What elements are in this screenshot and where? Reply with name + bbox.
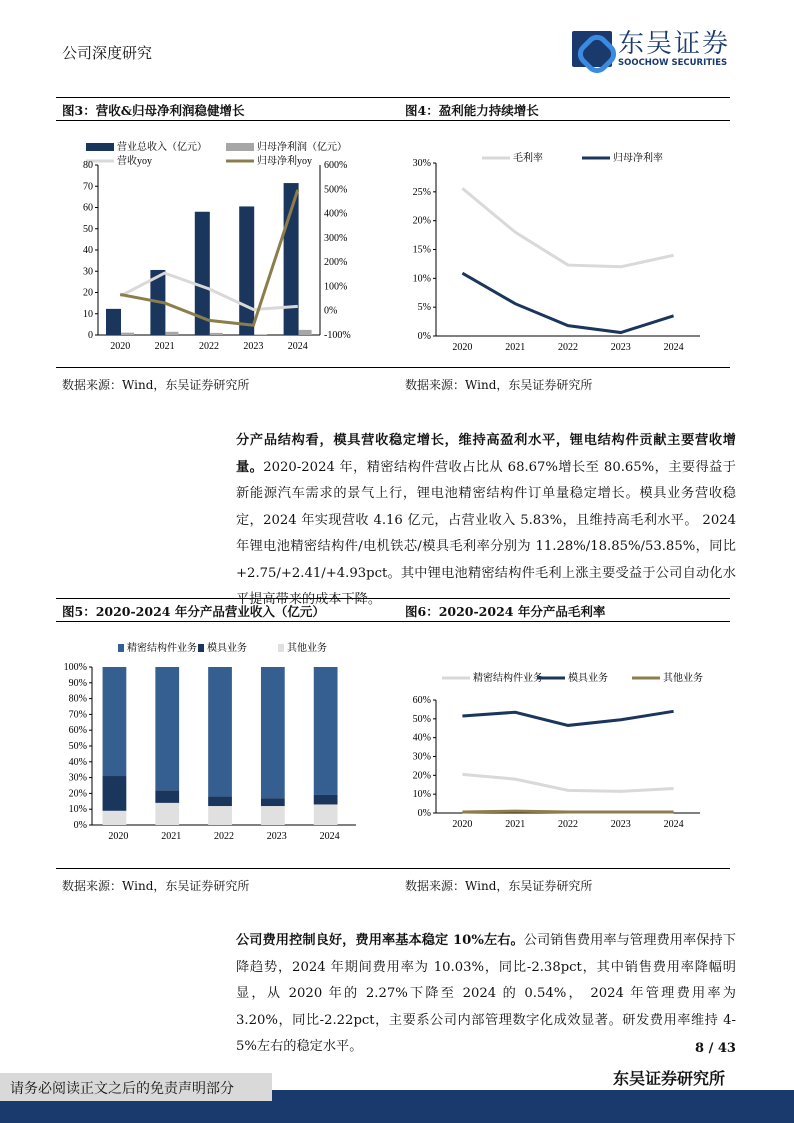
stack-segment-模具业务	[314, 795, 338, 804]
fig3-source: 数据来源：Wind，东吴证券研究所	[62, 378, 250, 392]
divider	[56, 120, 730, 121]
disclaimer-banner: 请务必阅读正文之后的免责声明部分	[0, 1073, 272, 1101]
y-tick-label: 90%	[68, 677, 87, 689]
footer-band	[272, 1090, 794, 1101]
y-tick-label: 20%	[412, 215, 431, 227]
y-tick-label: 30%	[68, 772, 87, 784]
x-tick-label: 2022	[558, 819, 578, 830]
stack-segment-其他业务	[208, 806, 232, 825]
company-logo	[572, 30, 730, 68]
series-line-其他业务	[462, 811, 673, 812]
y-tick-label: 20%	[68, 788, 87, 800]
y-tick-label: 10%	[412, 789, 431, 801]
fig6-source: 数据来源：Wind，东吴证券研究所	[405, 879, 593, 893]
y2-tick-label: 500%	[324, 184, 348, 196]
x-tick-label: 2023	[243, 341, 264, 352]
y-tick-label: 50	[83, 223, 93, 235]
y-tick-label: 70%	[68, 709, 87, 721]
y-tick-label: 80%	[68, 693, 87, 705]
para1-lead: 分产品结构看，模具营收稳定增长，维持高盈利水平，锂电结构件贡献主要营收增量。	[236, 433, 736, 475]
y2-tick-label: -100%	[324, 330, 351, 341]
legend-label: 营收yoy	[117, 156, 152, 167]
y-tick-label: 0%	[73, 820, 87, 831]
fig5-source: 数据来源：Wind，东吴证券研究所	[62, 879, 250, 893]
y-tick-label: 40%	[68, 756, 87, 768]
bar-revenue	[106, 309, 121, 335]
y-tick-label: 10%	[68, 804, 87, 816]
stack-segment-精密结构件业务	[261, 667, 285, 798]
para2-lead: 公司费用控制良好，费用率基本稳定 10%左右。	[236, 933, 524, 948]
y-tick-label: 30%	[412, 158, 431, 169]
legend-swatch	[226, 143, 254, 151]
x-tick-label: 2022	[214, 831, 234, 842]
y-tick-label: 15%	[412, 244, 431, 256]
para2-body: 公司销售费用率与管理费用率保持下降趋势，2024 年期间费用率为 10.03%，同比-2.38pct，其中销售费用率降幅明显，从 2020 年的 2.27%下降至 2024 的 0.54%， 2024 年管理费用率为 3.20%，同比-2.22pct，主要系公司内部管理数字化成效显著。研发费用率维持 4-5%左右的稳定水平。	[236, 933, 736, 1054]
stack-segment-模具业务	[261, 798, 285, 806]
bar-net-profit	[121, 333, 134, 335]
y-tick-label: 20	[83, 287, 93, 299]
y-tick-label: 60%	[68, 725, 87, 737]
x-tick-label: 2020	[110, 341, 131, 352]
stack-segment-精密结构件业务	[155, 667, 179, 790]
y-tick-label: 10%	[412, 273, 431, 285]
legend-label: 归母净利润（亿元）	[257, 142, 347, 153]
x-tick-label: 2021	[505, 342, 526, 353]
y-tick-label: 25%	[412, 186, 431, 198]
x-tick-label: 2024	[319, 831, 340, 842]
chart-product-margins	[400, 665, 730, 840]
legend-swatch	[278, 644, 284, 652]
fig5-title: 图5：2020-2024 年分产品营业收入（亿元）	[62, 604, 325, 619]
x-tick-label: 2023	[266, 831, 287, 842]
paragraph-expenses	[236, 928, 736, 1061]
section-label: 公司深度研究	[62, 44, 153, 62]
footer-band	[0, 1101, 794, 1123]
y-tick-label: 60%	[412, 695, 431, 706]
bar-net-profit	[254, 334, 267, 335]
y-tick-label: 30%	[412, 751, 431, 763]
stack-segment-精密结构件业务	[208, 667, 232, 797]
y-tick-label: 80	[83, 160, 93, 171]
stack-segment-模具业务	[155, 790, 179, 803]
y-tick-label: 60	[83, 202, 93, 214]
page-number: 8 / 43	[695, 1041, 736, 1056]
legend-label: 归母净利yoy	[257, 156, 312, 167]
fig6-title: 图6：2020-2024 年分产品毛利率	[405, 604, 606, 619]
stack-segment-精密结构件业务	[103, 667, 127, 776]
y-tick-label: 40%	[412, 732, 431, 744]
fig4-source: 数据来源：Wind，东吴证券研究所	[405, 378, 593, 392]
x-tick-label: 2021	[161, 831, 182, 842]
logo-icon	[572, 31, 612, 67]
logo-en: SOOCHOW SECURITIES	[618, 58, 728, 68]
divider	[56, 621, 730, 622]
x-tick-label: 2023	[610, 342, 631, 353]
series-line-模具业务	[462, 711, 673, 725]
legend-label: 精密结构件业务	[473, 673, 543, 684]
logo-cn: 东吴证券	[618, 29, 731, 59]
y-tick-label: 0%	[417, 808, 431, 819]
x-tick-label: 2022	[199, 341, 219, 352]
stack-segment-其他业务	[314, 804, 338, 825]
legend-label: 毛利率	[513, 153, 543, 164]
y2-tick-label: 200%	[324, 257, 348, 269]
y-tick-label: 50%	[68, 741, 87, 752]
x-tick-label: 2024	[663, 342, 684, 353]
x-tick-label: 2021	[154, 341, 175, 352]
x-tick-label: 2022	[558, 342, 578, 353]
bar-net-profit	[299, 330, 312, 335]
bar-revenue	[239, 206, 254, 335]
legend-label: 模具业务	[568, 673, 608, 684]
stack-segment-模具业务	[103, 776, 127, 811]
series-line-毛利率	[462, 188, 673, 266]
x-tick-label: 2020	[452, 342, 473, 353]
x-tick-label: 2020	[452, 819, 473, 830]
legend-swatch	[86, 143, 114, 151]
y-tick-label: 50%	[412, 713, 431, 725]
x-tick-label: 2024	[287, 341, 308, 352]
legend-label: 其他业务	[287, 643, 327, 654]
legend-label: 精密结构件业务	[127, 643, 197, 654]
y-tick-label: 5%	[417, 302, 431, 314]
x-tick-label: 2021	[505, 819, 526, 830]
x-tick-label: 2020	[108, 831, 129, 842]
legend-swatch	[198, 644, 204, 652]
chart-margins	[400, 140, 730, 360]
y-tick-label: 10	[83, 308, 93, 320]
y-tick-label: 0	[88, 330, 93, 341]
y2-tick-label: 600%	[324, 160, 348, 171]
y2-tick-label: 400%	[324, 208, 348, 220]
bar-net-profit	[210, 333, 223, 335]
fig3-title: 图3：营收&归母净利润稳健增长	[62, 103, 245, 118]
y-tick-label: 30	[83, 266, 93, 278]
para1-body: 2020-2024 年，精密结构件营收占比从 68.67%增长至 80.65%，主要得益于新能源汽车需求的景气上行，锂电池精密结构件订单量稳定增长。模具业务营收稳定，2024 年实现营收 4.16 亿元，占营业收入 5.83%，且维持高毛利水平。 2024 年锂电池精密结构件/电机铁芯/模具毛利率分别为 11.28%/18.85%/53.85%，同比+2.75/+2.41/+4.93pct。其中锂电池精密结构件毛利上涨主要受益于公司自动化水平提高带来的成本下降。	[236, 459, 736, 607]
stack-segment-模具业务	[208, 797, 232, 806]
series-line-精密结构件业务	[462, 774, 673, 791]
y-tick-label: 70	[83, 181, 93, 193]
stack-segment-其他业务	[103, 811, 127, 825]
chart-revenue-profit	[56, 125, 386, 360]
y2-tick-label: 300%	[324, 232, 348, 244]
legend-swatch	[118, 644, 124, 652]
y2-tick-label: 0%	[324, 305, 338, 317]
series-line-归母净利率	[462, 273, 673, 332]
y-tick-label: 40	[83, 245, 93, 256]
legend-label: 其他业务	[663, 673, 703, 684]
fig4-title: 图4：盈利能力持续增长	[405, 103, 539, 118]
divider	[56, 367, 730, 368]
divider	[56, 97, 730, 98]
x-tick-label: 2023	[610, 819, 631, 830]
y-tick-label: 0%	[417, 331, 431, 342]
divider	[56, 598, 730, 599]
legend-label: 模具业务	[207, 643, 247, 654]
divider	[56, 868, 730, 869]
chart-revenue-mix	[56, 635, 386, 850]
x-tick-label: 2024	[663, 819, 684, 830]
y2-tick-label: 100%	[324, 281, 348, 293]
footer-institute: 东吴证券研究所	[613, 1069, 726, 1088]
y-tick-label: 20%	[412, 770, 431, 782]
stack-segment-其他业务	[155, 803, 179, 825]
stack-segment-其他业务	[261, 806, 285, 825]
y-tick-label: 100%	[63, 662, 87, 673]
legend-label: 归母净利率	[613, 153, 663, 164]
legend-label: 营业总收入（亿元）	[117, 142, 207, 153]
stack-segment-精密结构件业务	[314, 667, 338, 795]
bar-net-profit	[165, 332, 178, 335]
paragraph-product-structure	[236, 428, 736, 614]
